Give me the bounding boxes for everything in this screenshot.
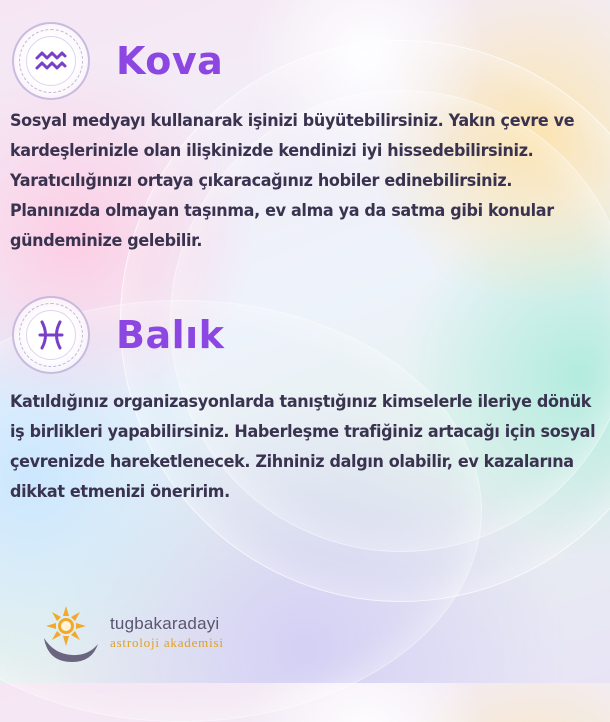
brand-name: tugbakaradayi [110,613,220,633]
brand-subtitle: astroloji akademisi [110,634,224,650]
brand-text [110,614,224,651]
brand-footer [36,600,224,668]
pisces-badge [12,296,90,374]
kova-description: Sosyal medyayı kullanarak işinizi büyütebilirsiniz. Yakın çevre ve kardeşlerinizle olan ilişkinizde kendinizi iyi hissedebilirsiniz. Yaratıcılığınızı ortaya çıkaracağınız hobiler edinebilirsiniz. Planınızda olmayan taşınma, ev alma ya da satma gibi konular gündeminize gelebilir. [10,111,575,251]
aquarius-icon [34,44,68,78]
pisces-icon [34,318,68,352]
balik-title: Balık [116,313,225,357]
kova-header [12,22,223,100]
kova-title: Kova [116,39,224,83]
aquarius-badge [12,22,90,100]
balik-description: Katıldığınız organizasyonlarda tanıştığınız kimselerle ileriye dönük iş birlikleri yapabilirsiniz. Haberleşme trafiğiniz artacağı için sosyal çevrenizde hareketlenecek. Zihniniz dalgın olabilir, ev kazalarına dikkat etmenizi öneririm. [10,392,596,502]
sun-moon-logo-icon [36,600,104,668]
balik-header [12,296,224,374]
